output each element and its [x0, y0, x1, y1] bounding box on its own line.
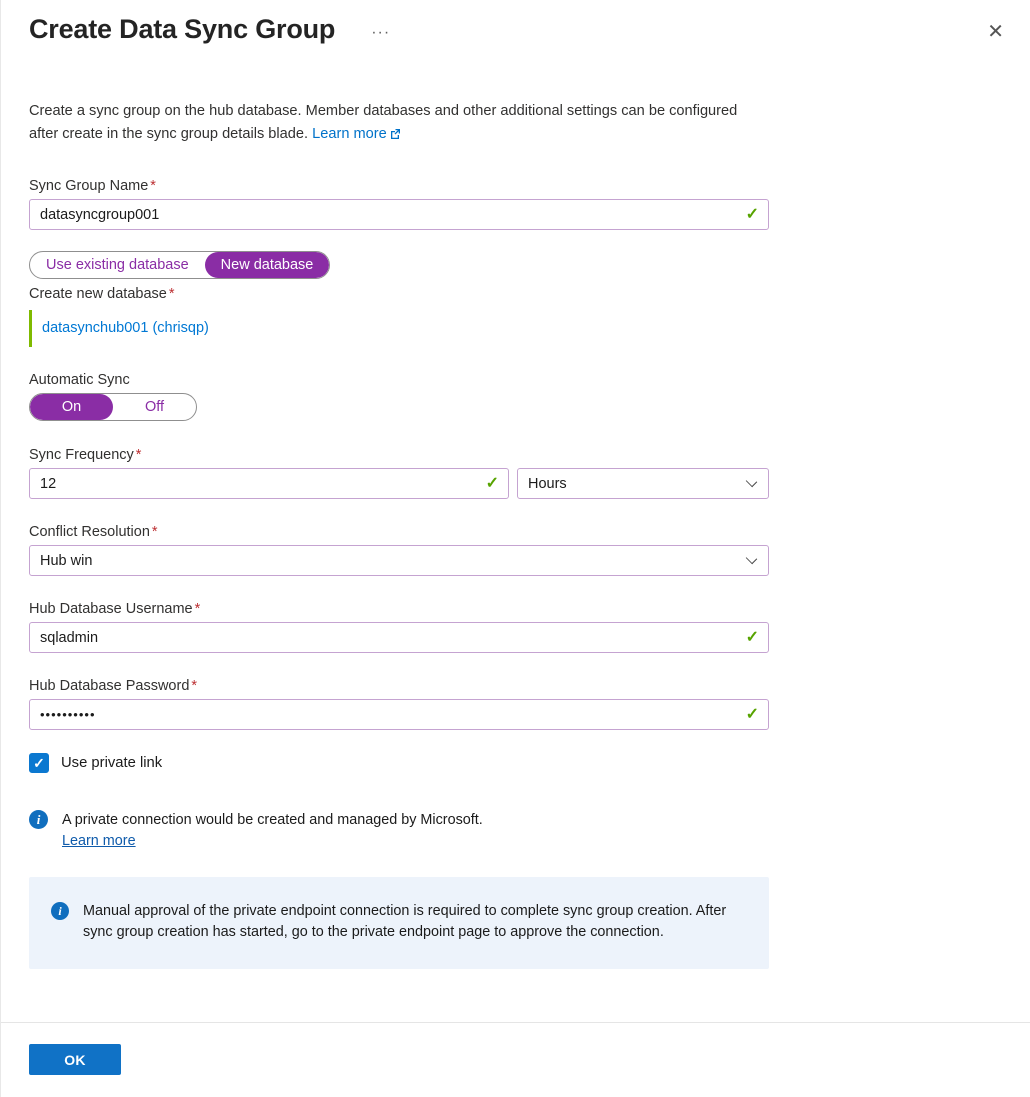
sync-group-name-label: Sync Group Name *	[29, 178, 156, 194]
create-data-sync-group-blade	[1, 0, 1030, 1097]
hub-database-password-label: Hub Database Password *	[29, 678, 198, 694]
sync-frequency-unit-value: Hours	[517, 468, 769, 499]
required-asterisk: *	[191, 678, 198, 694]
valid-check-icon: ✓	[485, 475, 499, 492]
automatic-sync-toggle	[29, 393, 197, 421]
new-database-option[interactable]: New database	[205, 252, 330, 278]
hub-database-username-input[interactable]	[29, 622, 769, 653]
sync-frequency-input[interactable]	[29, 468, 509, 499]
learn-more-link[interactable]: Learn more	[312, 126, 401, 142]
automatic-sync-label: Automatic Sync	[29, 372, 130, 388]
ok-button[interactable]: OK	[29, 1044, 121, 1075]
valid-check-icon: ✓	[745, 629, 759, 646]
required-asterisk: *	[194, 601, 201, 617]
private-link-learn-more-link[interactable]: Learn more	[62, 833, 136, 849]
conflict-resolution-dropdown[interactable]	[29, 545, 769, 576]
sync-group-name-field	[29, 199, 769, 230]
hub-database-username-label: Hub Database Username *	[29, 601, 201, 617]
info-icon: i	[51, 902, 69, 920]
sync-frequency-field	[29, 468, 509, 499]
external-link-icon	[390, 124, 401, 147]
valid-check-icon: ✓	[745, 706, 759, 723]
create-new-database-label: Create new database *	[29, 286, 175, 302]
required-asterisk: *	[150, 178, 156, 194]
blade-footer	[1, 1022, 1030, 1097]
automatic-sync-on-option[interactable]: On	[30, 394, 113, 420]
selected-database-row	[29, 310, 768, 347]
private-connection-note-text: A private connection would be created and managed by Microsoft.	[62, 812, 483, 828]
sync-frequency-unit-dropdown[interactable]	[517, 468, 769, 499]
info-icon: i	[29, 810, 48, 829]
required-asterisk: *	[168, 286, 175, 302]
hub-database-username-field	[29, 622, 769, 653]
conflict-resolution-value: Hub win	[29, 545, 769, 576]
automatic-sync-off-option[interactable]: Off	[144, 399, 165, 415]
sync-group-name-input[interactable]	[29, 199, 769, 230]
close-icon[interactable]: ✕	[987, 21, 1004, 43]
valid-check-icon: ✓	[745, 206, 759, 223]
required-asterisk: *	[135, 447, 142, 463]
description-text: Create a sync group on the hub database. Member databases and other additional settings can be configured after create in the sync group details blade.	[29, 103, 738, 142]
use-existing-database-option[interactable]: Use existing database	[46, 257, 189, 273]
hub-database-password-field	[29, 699, 769, 730]
blade-description	[29, 100, 768, 147]
hub-database-password-input[interactable]	[29, 699, 769, 730]
database-mode-toggle	[29, 251, 330, 279]
sync-frequency-label: Sync Frequency *	[29, 447, 142, 463]
selected-database-link[interactable]: datasynchub001 (chrisqp)	[42, 320, 209, 336]
manual-approval-text: Manual approval of the private endpoint connection is required to complete sync group creation. After sync group creation has started, go to the private endpoint page to approve the connection.	[83, 903, 727, 940]
use-private-link-checkbox-row[interactable]	[29, 753, 768, 773]
page-title: Create Data Sync Group	[29, 14, 336, 44]
manual-approval-info-box	[29, 877, 769, 969]
use-private-link-label: Use private link	[61, 755, 163, 771]
sync-frequency-row	[29, 468, 769, 499]
conflict-resolution-label: Conflict Resolution *	[29, 524, 158, 540]
private-connection-note	[29, 810, 768, 851]
required-asterisk: *	[151, 524, 158, 540]
more-options-icon[interactable]: ···	[371, 24, 391, 41]
use-private-link-checkbox[interactable]: ✓	[29, 753, 49, 773]
blade-header	[1, 0, 1030, 50]
